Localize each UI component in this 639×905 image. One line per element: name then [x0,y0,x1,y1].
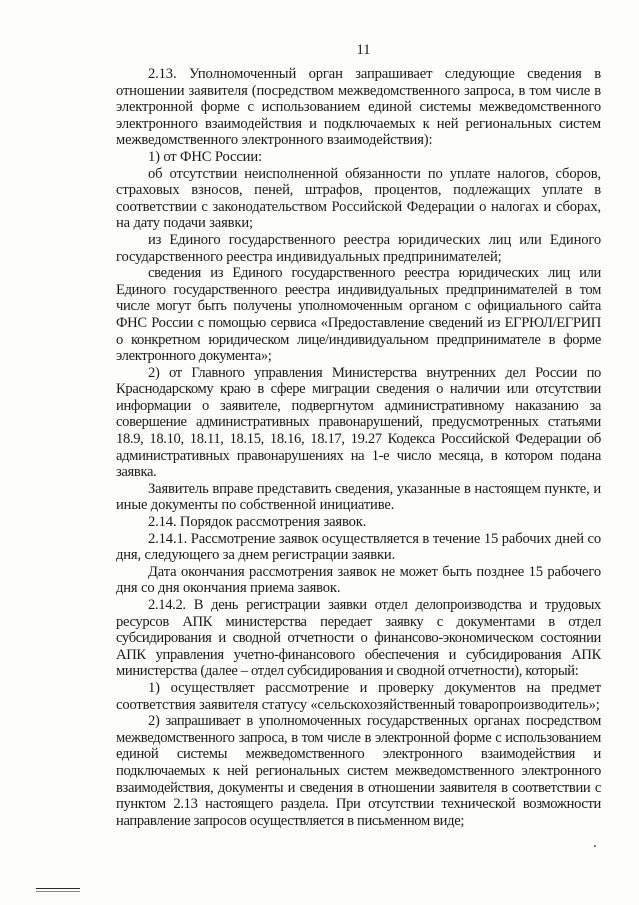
paragraph-2-14-1: 2.14.1. Рассмотрение заявок осуществляется в течение 15 рабочих дней со дня, следующего за днем регистрации заявки. [116,530,601,564]
bottom-rule-shadow [36,891,80,892]
paragraph-tax-obligations: об отсутствии неисполненной обязанности по уплате налогов, сборов, страховых взносов, пеней, штрафов, процентов, подлежащих уплате в соответствии с законодательством Российской Федерации о налогах и сборах, на дату подачи заявки; [116,165,601,232]
paragraph-mvd: 2) от Главного управления Министерства внутренних дел России по Краснодарскому краю в сфере миграции сведения о наличии или отсутствии информации о заявителе, подвергнутом административному наказанию за совершение административных правонарушений, предусмотренных статьями 18.9, 18.10, 18.11, 18.15, 18.16, 18.17, 19.27 Кодекса Российской Федерации об административных правонарушениях на 1-е число месяца, в котором подана заявка. [116,364,601,481]
scan-speck [594,845,596,847]
bottom-rule [36,888,80,889]
paragraph-end-date: Дата окончания рассмотрения заявок не может быть позднее 15 рабочего дня со дня окончания приема заявок. [116,563,601,597]
paragraph-fns-heading: 1) от ФНС России: [148,148,262,165]
page-number: 11 [356,42,371,58]
paragraph-egrul-service: сведения из Единого государственного реестра юридических лиц или Единого государственного реестра индивидуальных предпринимателей в том числе могут быть получены уполномоченным органом с официального сайта ФНС России с помощью сервиса «Предоставление сведений из ЕГРЮЛ/ЕГРИП о конкретном юридическом лице/индивидуальном предпринимателе в форме электронного документа»; [116,265,601,365]
paragraph-2-14: 2.14. Порядок рассмотрения заявок. [148,514,367,531]
paragraph-applicant-right: Заявитель вправе представить сведения, указанные в настоящем пункте, и иные документы по собственной инициативе. [116,480,601,514]
paragraph-2-14-2: 2.14.2. В день регистрации заявки отдел делопроизводства и трудовых ресурсов АПК министерства передает заявку с документами в отдел субсидирования и сводной отчетности о финансово-экономическом состоянии АПК управления учетно-финансового обеспечения и субсидирования АПК министерства (далее – отдел субсидирования и сводной отчетности), который: [116,597,601,680]
paragraph-item-1: 1) осуществляет рассмотрение и проверку документов на предмет соответствия заявителя статусу «сельскохозяйственный товаропроизводитель»; [116,679,601,713]
document-body [116,66,601,829]
paragraph-item-2: 2) запрашивает в уполномоченных государственных органах посредством межведомственного запроса, в том числе в электронной форме с использованием единой системы межведомственного электронного взаимодействия и подключаемых к ней региональных систем межведомственного электронного взаимодействия, документы и сведения в отношении заявителя в соответствии с пунктом 2.13 настоящего раздела. При отсутствии технической возможности направление запросов осуществляется в письменном виде; [116,713,601,829]
paragraph-2-13: 2.13. Уполномоченный орган запрашивает следующие сведения в отношении заявителя (посредством межведомственного запроса, в том числе в электронной форме с использованием единой системы межведомственного электронного взаимодействия и подключаемых к ней региональных систем межведомственного электронного взаимодействия): [116,66,601,149]
paragraph-egrul-egrip: из Единого государственного реестра юридических лиц или Единого государственного реестра индивидуальных предпринимателей; [116,231,601,265]
